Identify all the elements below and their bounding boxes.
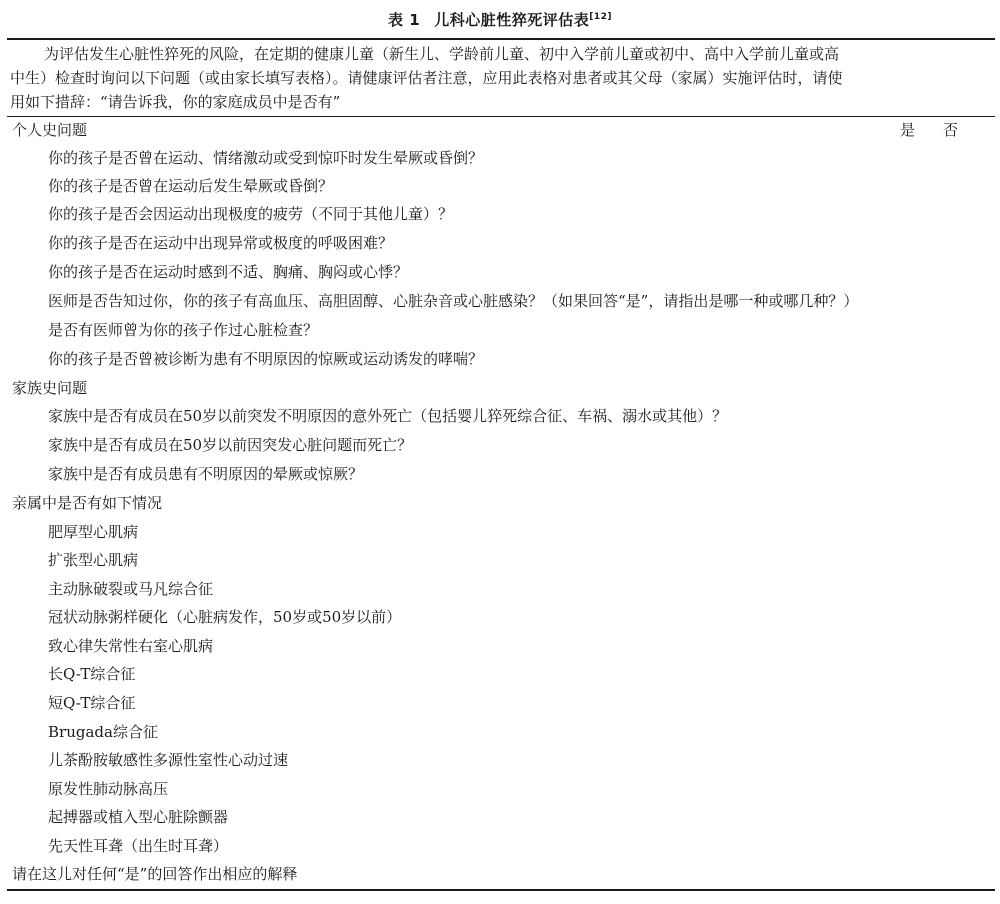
question-item: 家族中是否有成员在50岁以前因突发心脏问题而死亡？ (48, 436, 413, 454)
condition-item: 儿茶酚胺敏感性多源性室性心动过速 (48, 751, 289, 769)
table-caption (0, 10, 1000, 30)
condition-item: 起搏器或植入型心脏除颤器 (48, 808, 229, 826)
question-item: 你的孩子是否在运动中出现异常或极度的呼吸困难？ (48, 234, 394, 252)
condition-item: 短Q-T综合征 (48, 694, 136, 712)
question-item: 是否有医师曾为你的孩子作过心脏检查？ (48, 321, 319, 339)
table-number: 表 1 (388, 11, 421, 29)
intro-line: 用如下措辞：“请告诉我，你的家庭成员中是否有” (10, 93, 341, 111)
table-reference: [12] (589, 12, 612, 22)
question-item: 你的孩子是否曾在运动、情绪激动或受到惊吓时发生晕厥或昏倒？ (48, 149, 484, 167)
question-item: 你的孩子是否会因运动出现极度的疲劳（不同于其他儿童）？ (48, 205, 454, 223)
no-column-label: 否 (943, 121, 959, 139)
intro-line: 中生）检查时询问以下问题（或由家长填写表格）。请健康评估者注意，应用此表格对患者或其父母（家属）实施评估时，请使 (10, 69, 843, 87)
explanation-note: 请在这儿对任何“是”的回答作出相应的解释 (12, 865, 298, 883)
condition-item: Brugada综合征 (48, 723, 158, 741)
question-item: 家族中是否有成员患有不明原因的晕厥或惊厥？ (48, 465, 364, 483)
condition-item: 原发性肺动脉高压 (48, 780, 169, 798)
question-item: 家族中是否有成员在50岁以前突发不明原因的意外死亡（包括婴儿猝死综合征、车祸、溺水或其他）？ (48, 407, 728, 425)
question-item: 你的孩子是否曾被诊断为患有不明原因的惊厥或运动诱发的哮喘？ (48, 350, 484, 368)
intro-line: 为评估发生心脏性猝死的风险，在定期的健康儿童（新生儿、学龄前儿童、初中入学前儿童或初中、高中入学前儿童或高 (44, 45, 840, 63)
personal-history-heading: 个人史问题 (12, 121, 88, 139)
relatives-heading: 亲属中是否有如下情况 (12, 494, 163, 512)
intro-paragraph (10, 42, 990, 114)
family-history-heading: 家族史问题 (12, 379, 88, 397)
condition-item: 致心律失常性右室心肌病 (48, 637, 214, 655)
condition-item: 冠状动脉粥样硬化（心脏病发作，50岁或50岁以前） (48, 608, 402, 626)
yes-column-label: 是 (900, 121, 916, 139)
question-item: 你的孩子是否曾在运动后发生晕厥或昏倒？ (48, 177, 334, 195)
condition-item: 肥厚型心肌病 (48, 523, 139, 541)
condition-item: 长Q-T综合征 (48, 665, 136, 683)
intro-divider (7, 116, 995, 117)
question-item: 你的孩子是否在运动时感到不适、胸痛、胸闷或心悸？ (48, 263, 409, 281)
table-title: 儿科心脏性猝死评估表 (434, 11, 590, 29)
condition-item: 主动脉破裂或马凡综合征 (48, 580, 214, 598)
bottom-rule (7, 889, 995, 891)
question-item: 医师是否告知过你，你的孩子有高血压、高胆固醇、心脏杂音或心脏感染？（如果回答“是”，请指出是哪一种或哪几种？） (48, 292, 859, 310)
top-rule (7, 38, 995, 40)
condition-item: 先天性耳聋（出生时耳聋） (48, 837, 229, 855)
condition-item: 扩张型心肌病 (48, 551, 139, 569)
